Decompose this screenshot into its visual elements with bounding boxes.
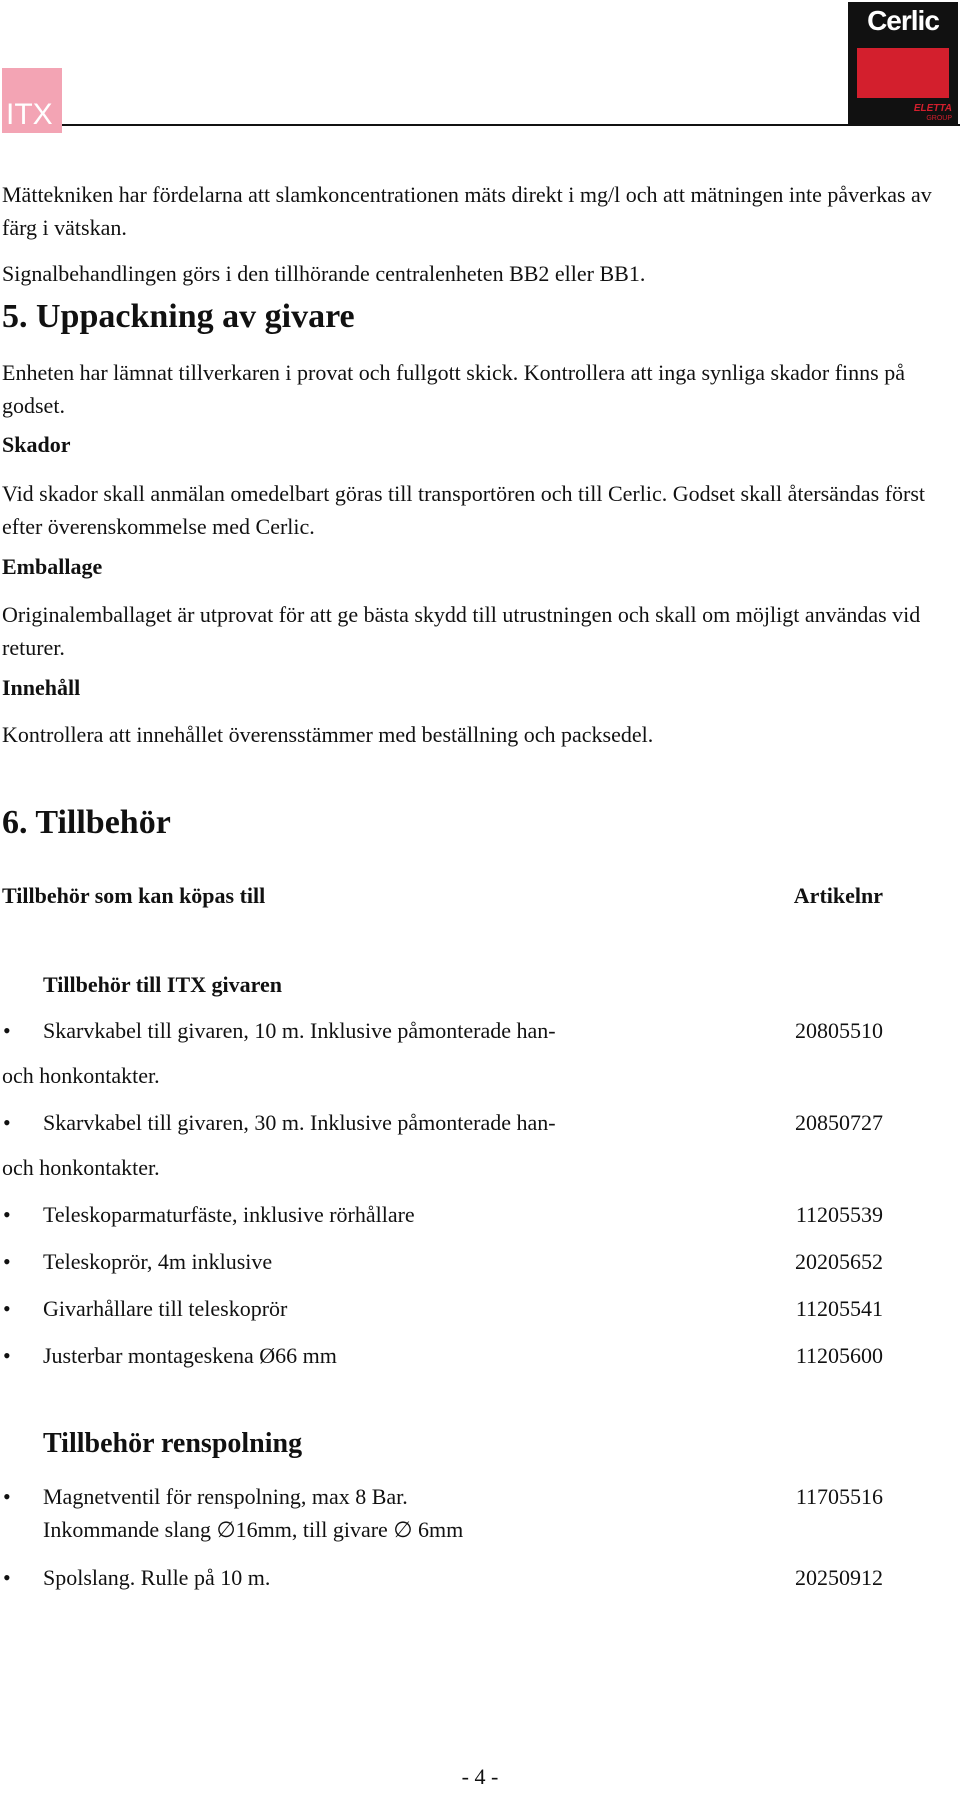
item-text: Magnetventil för renspolning, max 8 Bar. (43, 1484, 408, 1509)
item-text: Skarvkabel till givaren, 30 m. Inklusive påmonterade han- (43, 1110, 556, 1135)
bullet: • (3, 1110, 11, 1135)
item-text: Givarhållare till teleskoprör (43, 1296, 288, 1321)
item-artnr: 11205541 (795, 1296, 883, 1321)
item-text-continued: och honkontakter. (2, 1063, 160, 1088)
section-6-title: 6. Tillbehör (2, 804, 171, 841)
cerlic-logo (848, 2, 958, 126)
section-5-intro: Enheten har lämnat tillverkaren i provat och fullgott skick. Kontrollera att inga synliga skador finns på godset. (2, 360, 905, 418)
cerlic-logo-brand: Cerlic (867, 5, 939, 36)
bullet: • (3, 1484, 11, 1509)
cerlic-logo-sub2: GROUP (926, 115, 952, 122)
cerlic-logo-red-block (857, 48, 949, 98)
item-artnr: 11205600 (795, 1343, 883, 1368)
item-artnr: 20250912 (795, 1565, 883, 1590)
cerlic-logo-sub: ELETTA (913, 103, 952, 114)
bullet: • (3, 1202, 11, 1227)
emballage-text: Originalemballaget är utprovat för att ge bästa skydd till utrustningen och skall om möjligt användas vid returer. (2, 602, 921, 660)
page-number: - 4 - (461, 1764, 499, 1789)
bullet: • (3, 1249, 11, 1274)
item-text-continued: Inkommande slang ∅16mm, till givare ∅ 6mm (43, 1517, 464, 1542)
innehall-heading: Innehåll (2, 675, 81, 700)
item-artnr: 20205652 (795, 1249, 883, 1274)
group-2-title: Tillbehör renspolning (43, 1428, 303, 1459)
item-artnr: 20805510 (795, 1018, 883, 1043)
bullet: • (3, 1296, 11, 1321)
itx-logo-text: ITX (6, 98, 53, 131)
intro-paragraph-1: Mättekniken har fördelarna att slamkoncentrationen mäts direkt i mg/l och att mätningen inte påverkas av färg i vätskan. (2, 182, 932, 240)
item-text: Spolslang. Rulle på 10 m. (43, 1565, 271, 1590)
item-artnr: 20850727 (795, 1110, 883, 1135)
item-text: Justerbar montageskena Ø66 mm (43, 1343, 337, 1368)
item-text: Teleskoprör, 4m inklusive (43, 1249, 273, 1274)
emballage-heading: Emballage (2, 554, 103, 579)
header-rule (62, 124, 960, 126)
item-text: Teleskoparmaturfäste, inklusive rörhållare (43, 1202, 415, 1227)
intro-paragraph-2: Signalbehandlingen görs i den tillhörande centralenheten BB2 eller BB1. (2, 261, 646, 286)
section-5-title: 5. Uppackning av givare (2, 298, 355, 335)
item-text: Skarvkabel till givaren, 10 m. Inklusive påmonterade han- (43, 1018, 556, 1043)
item-text-continued: och honkontakter. (2, 1155, 160, 1180)
skador-text: Vid skador skall anmälan omedelbart göras till transportören och till Cerlic. Godset skall återsändas först efter överenskommelse med Cerlic. (2, 481, 926, 539)
item-artnr: 11205539 (795, 1202, 883, 1227)
bullet: • (3, 1565, 11, 1590)
bullet: • (3, 1018, 11, 1043)
innehall-text: Kontrollera att innehållet överensstämmer med beställning och packsedel. (2, 722, 654, 747)
itx-logo (2, 68, 62, 133)
accessories-column-header: Tillbehör som kan köpas till (2, 883, 266, 908)
artnr-column-header: Artikelnr (793, 883, 883, 908)
item-artnr: 11705516 (795, 1484, 883, 1509)
bullet: • (3, 1343, 11, 1368)
skador-heading: Skador (2, 432, 71, 457)
group-1-title: Tillbehör till ITX givaren (43, 972, 282, 997)
